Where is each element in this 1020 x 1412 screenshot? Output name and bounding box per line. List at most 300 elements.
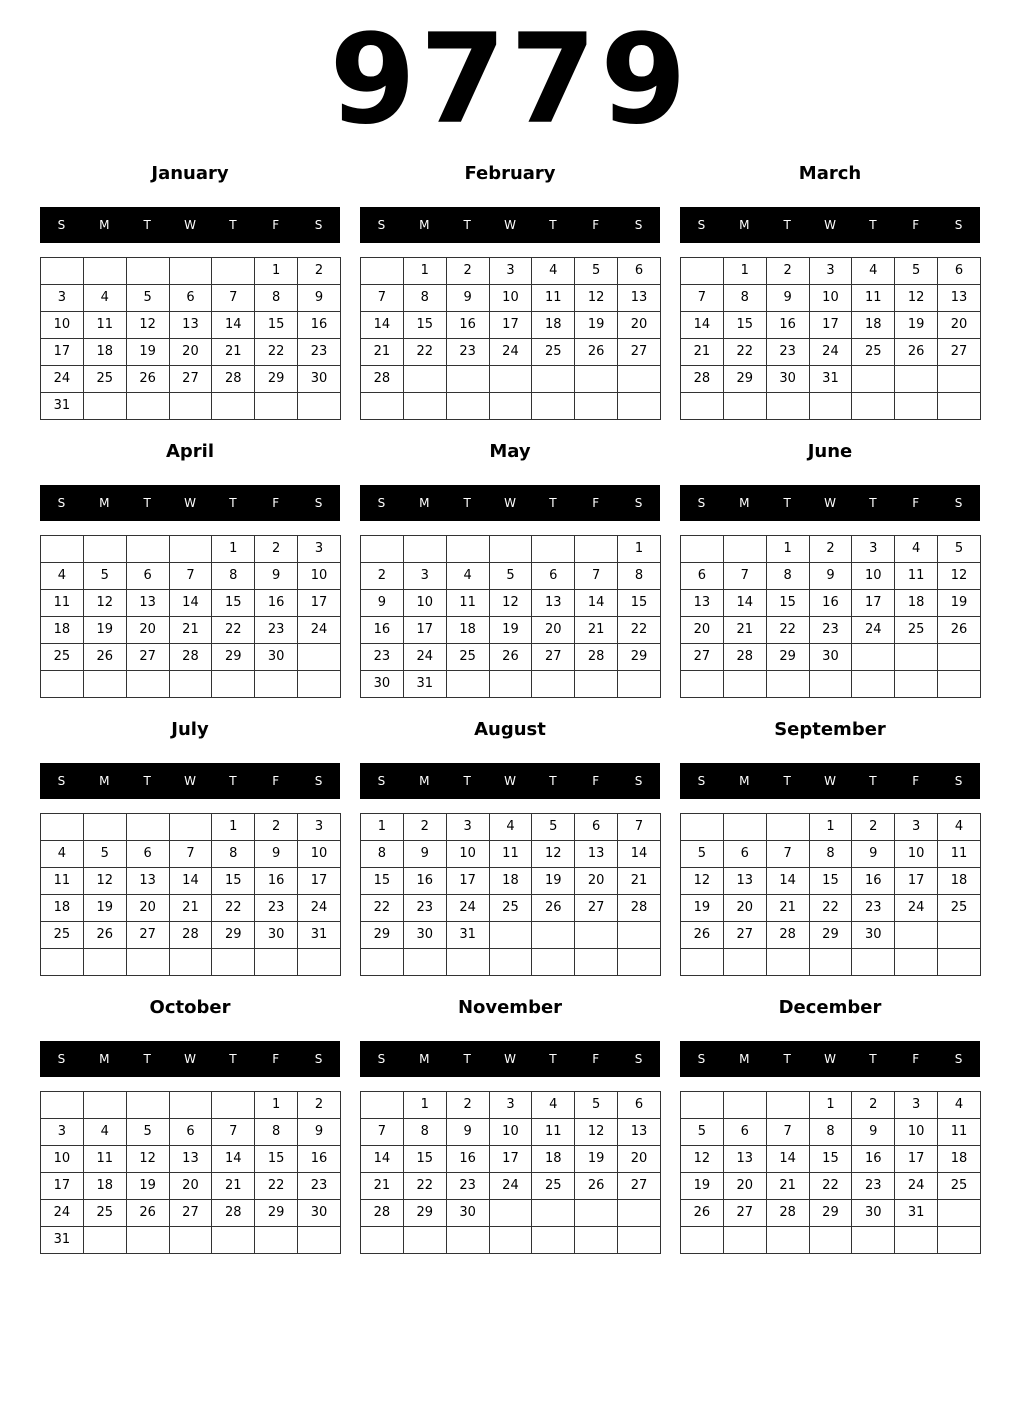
day-cell: 20 (618, 1146, 661, 1173)
day-cell: 4 (938, 1092, 981, 1119)
weekday-label: W (504, 218, 516, 232)
day-cell: 11 (489, 841, 532, 868)
year-title: 9779 (329, 8, 691, 152)
day-cell: 15 (361, 868, 404, 895)
day-cell: 27 (618, 339, 661, 366)
day-cell: 9 (809, 563, 852, 590)
weekday-label: F (592, 774, 600, 788)
day-cell: 12 (575, 285, 618, 312)
day-cell: 2 (361, 563, 404, 590)
weekday-label: S (954, 218, 963, 232)
weekday-label: T (869, 218, 877, 232)
weekday-label: F (592, 218, 600, 232)
day-cell: 30 (446, 1200, 489, 1227)
day-cell: 11 (446, 590, 489, 617)
day-cell: 7 (681, 285, 724, 312)
day-cell: 2 (852, 814, 895, 841)
day-cell (766, 1227, 809, 1254)
day-cell: 30 (766, 366, 809, 393)
week-row (681, 1227, 981, 1254)
day-cell: 15 (212, 590, 255, 617)
weekday-label: W (184, 1052, 196, 1066)
day-cell: 21 (723, 617, 766, 644)
month-september (680, 556, 980, 942)
weekday-label: F (912, 1052, 920, 1066)
day-cell (895, 1227, 938, 1254)
month-title: August (474, 719, 546, 740)
day-cell: 8 (403, 1119, 446, 1146)
week-row (681, 1173, 981, 1200)
day-cell: 26 (681, 922, 724, 949)
day-cell: 28 (681, 366, 724, 393)
day-cell: 22 (809, 1173, 852, 1200)
weekday-label: S (377, 218, 386, 232)
weekday-label: T (229, 774, 237, 788)
day-cell: 24 (298, 895, 341, 922)
week-row (681, 1200, 981, 1227)
weekday-label: T (463, 496, 471, 510)
month-title: January (151, 163, 229, 184)
day-cell (126, 1092, 169, 1119)
day-cell: 22 (212, 617, 255, 644)
day-cell: 27 (723, 1200, 766, 1227)
weekday-label: F (272, 1052, 280, 1066)
month-title: June (807, 441, 853, 462)
day-cell: 1 (809, 1092, 852, 1119)
day-cell: 19 (532, 868, 575, 895)
day-cell: 6 (723, 1119, 766, 1146)
weekday-label: F (272, 218, 280, 232)
day-cell: 3 (809, 258, 852, 285)
day-cell: 5 (126, 285, 169, 312)
day-cell: 30 (255, 922, 298, 949)
day-cell (489, 1227, 532, 1254)
day-cell: 8 (255, 1119, 298, 1146)
day-cell: 8 (361, 841, 404, 868)
day-cell: 29 (212, 644, 255, 671)
day-cell: 28 (766, 1200, 809, 1227)
day-cell: 4 (489, 814, 532, 841)
day-cell: 26 (681, 1200, 724, 1227)
day-cell: 9 (298, 285, 341, 312)
day-cell (618, 1200, 661, 1227)
day-cell: 21 (169, 895, 212, 922)
weekday-label: S (697, 1052, 706, 1066)
day-cell (681, 1092, 724, 1119)
day-cell: 25 (489, 895, 532, 922)
weekday-label: T (869, 1052, 877, 1066)
weekday-label: T (783, 218, 791, 232)
day-cell: 5 (83, 563, 126, 590)
day-cell: 8 (403, 285, 446, 312)
week-row (361, 1146, 661, 1173)
day-cell: 30 (852, 1200, 895, 1227)
day-cell: 18 (895, 590, 938, 617)
day-cell: 1 (212, 536, 255, 563)
day-cell: 13 (169, 312, 212, 339)
weekday-label: S (314, 496, 323, 510)
weekday-label: M (739, 774, 750, 788)
day-cell: 28 (361, 366, 404, 393)
day-cell (618, 1227, 661, 1254)
day-cell: 3 (489, 1092, 532, 1119)
weekday-label: T (783, 1052, 791, 1066)
weekday-label: T (549, 1052, 557, 1066)
month-title: November (457, 997, 563, 1018)
day-cell: 2 (403, 814, 446, 841)
day-cell: 23 (766, 339, 809, 366)
weekday-header-bar (360, 207, 660, 243)
weekday-label: S (57, 496, 66, 510)
day-cell: 5 (83, 841, 126, 868)
day-cell: 29 (809, 1200, 852, 1227)
day-cell: 10 (446, 841, 489, 868)
day-cell: 10 (403, 590, 446, 617)
day-cell: 20 (723, 1173, 766, 1200)
weekday-label: S (954, 496, 963, 510)
week-row (41, 1173, 341, 1200)
day-cell (126, 1227, 169, 1254)
day-cell: 21 (575, 617, 618, 644)
weekday-label: T (229, 1052, 237, 1066)
weekday-header-bar (680, 207, 980, 243)
weekday-label: F (912, 774, 920, 788)
day-cell: 6 (681, 563, 724, 590)
day-cell: 18 (938, 868, 981, 895)
week-row (41, 1092, 341, 1119)
day-cell: 25 (938, 1173, 981, 1200)
weekday-label: T (869, 774, 877, 788)
month-august (360, 556, 660, 942)
day-cell: 13 (681, 590, 724, 617)
day-cell: 18 (83, 339, 126, 366)
day-cell (446, 1227, 489, 1254)
day-cell: 10 (298, 841, 341, 868)
day-cell: 29 (618, 644, 661, 671)
day-cell: 10 (298, 563, 341, 590)
day-cell: 10 (489, 1119, 532, 1146)
weekday-label: M (419, 496, 430, 510)
day-cell: 31 (446, 922, 489, 949)
day-cell (532, 1200, 575, 1227)
day-cell: 7 (618, 814, 661, 841)
day-cell: 2 (255, 536, 298, 563)
day-cell: 30 (298, 1200, 341, 1227)
day-cell: 20 (938, 312, 981, 339)
day-cell: 22 (212, 895, 255, 922)
day-cell: 25 (446, 644, 489, 671)
day-cell: 26 (938, 617, 981, 644)
month-title: April (165, 441, 215, 462)
weekday-label: F (912, 218, 920, 232)
day-cell: 9 (361, 590, 404, 617)
day-cell: 12 (126, 1146, 169, 1173)
day-cell: 3 (41, 285, 84, 312)
month-title: May (489, 441, 531, 462)
day-cell: 19 (575, 1146, 618, 1173)
day-cell: 30 (298, 366, 341, 393)
day-cell: 21 (212, 1173, 255, 1200)
day-cell: 18 (532, 312, 575, 339)
day-cell: 28 (169, 922, 212, 949)
day-cell: 26 (489, 644, 532, 671)
day-cell: 11 (532, 1119, 575, 1146)
day-cell (681, 1227, 724, 1254)
day-grid (680, 1091, 981, 1254)
weekday-label: M (99, 218, 110, 232)
weekday-label: W (824, 1052, 836, 1066)
day-cell: 25 (852, 339, 895, 366)
day-cell: 2 (852, 1092, 895, 1119)
weekday-header-bar (40, 207, 340, 243)
day-cell: 11 (938, 841, 981, 868)
day-cell: 31 (809, 366, 852, 393)
day-cell: 6 (575, 814, 618, 841)
day-cell: 23 (852, 895, 895, 922)
day-cell: 8 (212, 841, 255, 868)
day-cell: 8 (212, 563, 255, 590)
day-cell: 1 (403, 258, 446, 285)
day-cell: 7 (766, 841, 809, 868)
day-cell: 21 (766, 1173, 809, 1200)
weekday-label: S (954, 774, 963, 788)
weekday-label: T (463, 774, 471, 788)
week-row (41, 1227, 341, 1254)
day-cell: 1 (361, 814, 404, 841)
day-cell (938, 1200, 981, 1227)
day-cell: 28 (212, 366, 255, 393)
month-title: October (149, 997, 231, 1018)
day-grid (360, 1091, 661, 1254)
weekday-label: S (634, 496, 643, 510)
day-cell: 7 (169, 841, 212, 868)
day-cell: 26 (575, 1173, 618, 1200)
day-cell: 15 (618, 590, 661, 617)
day-cell: 5 (938, 536, 981, 563)
month-march (680, 0, 980, 386)
day-cell: 15 (255, 312, 298, 339)
weekday-label: W (504, 496, 516, 510)
day-cell: 23 (255, 617, 298, 644)
day-cell: 7 (575, 563, 618, 590)
day-cell: 4 (938, 814, 981, 841)
day-cell: 29 (809, 922, 852, 949)
day-cell: 23 (446, 1173, 489, 1200)
day-cell: 17 (489, 312, 532, 339)
day-cell (41, 1092, 84, 1119)
day-cell: 19 (575, 312, 618, 339)
day-cell: 18 (41, 895, 84, 922)
day-cell: 5 (575, 1092, 618, 1119)
day-cell: 3 (298, 814, 341, 841)
day-cell: 1 (255, 1092, 298, 1119)
day-cell: 3 (895, 1092, 938, 1119)
weekday-label: S (697, 774, 706, 788)
day-cell: 25 (83, 366, 126, 393)
weekday-label: S (634, 1052, 643, 1066)
day-cell: 24 (41, 366, 84, 393)
day-cell: 26 (126, 1200, 169, 1227)
day-cell: 12 (532, 841, 575, 868)
weekday-header-bar (680, 485, 980, 521)
day-cell: 21 (361, 339, 404, 366)
weekday-header-bar (360, 485, 660, 521)
week-row (41, 1146, 341, 1173)
day-cell: 13 (126, 590, 169, 617)
weekday-label: M (419, 218, 430, 232)
day-cell: 14 (361, 1146, 404, 1173)
day-cell: 20 (532, 617, 575, 644)
day-cell: 22 (255, 1173, 298, 1200)
day-cell: 26 (532, 895, 575, 922)
day-cell: 4 (532, 258, 575, 285)
day-cell: 16 (255, 868, 298, 895)
day-cell: 13 (723, 1146, 766, 1173)
week-row (361, 1200, 661, 1227)
day-cell: 14 (681, 312, 724, 339)
day-cell: 3 (41, 1119, 84, 1146)
day-cell: 29 (255, 1200, 298, 1227)
weekday-label: S (377, 774, 386, 788)
day-cell: 5 (489, 563, 532, 590)
day-cell: 27 (126, 922, 169, 949)
day-cell: 18 (83, 1173, 126, 1200)
month-december (680, 834, 980, 1220)
day-cell: 10 (489, 285, 532, 312)
week-row (361, 1119, 661, 1146)
day-cell: 4 (446, 563, 489, 590)
day-cell: 18 (852, 312, 895, 339)
weekday-label: T (229, 218, 237, 232)
day-cell: 11 (895, 563, 938, 590)
day-cell: 31 (298, 922, 341, 949)
weekday-header-bar (680, 763, 980, 799)
month-title: September (774, 719, 886, 740)
day-cell: 16 (766, 312, 809, 339)
day-cell: 14 (618, 841, 661, 868)
day-cell: 7 (361, 1119, 404, 1146)
day-cell: 3 (895, 814, 938, 841)
day-cell: 27 (618, 1173, 661, 1200)
weekday-label: S (314, 774, 323, 788)
day-cell: 12 (83, 868, 126, 895)
day-cell: 6 (532, 563, 575, 590)
weekday-label: W (824, 774, 836, 788)
day-cell: 9 (852, 1119, 895, 1146)
day-cell: 29 (403, 1200, 446, 1227)
day-cell (532, 1227, 575, 1254)
day-cell: 17 (895, 868, 938, 895)
day-cell: 22 (403, 339, 446, 366)
day-cell: 17 (446, 868, 489, 895)
day-cell (489, 1200, 532, 1227)
weekday-label: T (549, 218, 557, 232)
weekday-label: S (314, 1052, 323, 1066)
day-cell: 24 (41, 1200, 84, 1227)
day-cell: 23 (298, 339, 341, 366)
day-cell: 4 (83, 1119, 126, 1146)
day-cell: 24 (489, 1173, 532, 1200)
day-cell: 6 (618, 258, 661, 285)
day-cell: 9 (852, 841, 895, 868)
day-cell: 12 (83, 590, 126, 617)
day-cell: 13 (938, 285, 981, 312)
day-cell: 22 (809, 895, 852, 922)
day-cell: 11 (938, 1119, 981, 1146)
day-cell: 17 (852, 590, 895, 617)
week-row (361, 1227, 661, 1254)
weekday-label: M (99, 774, 110, 788)
day-cell: 6 (126, 841, 169, 868)
day-cell: 19 (126, 1173, 169, 1200)
day-cell: 24 (298, 617, 341, 644)
day-cell: 27 (575, 895, 618, 922)
day-cell: 11 (41, 868, 84, 895)
day-cell: 17 (41, 339, 84, 366)
day-cell: 19 (895, 312, 938, 339)
day-cell: 26 (895, 339, 938, 366)
day-cell: 7 (212, 285, 255, 312)
day-cell: 23 (403, 895, 446, 922)
day-cell: 30 (852, 922, 895, 949)
day-cell: 20 (169, 1173, 212, 1200)
day-cell: 17 (403, 617, 446, 644)
day-cell: 30 (809, 644, 852, 671)
day-cell: 28 (723, 644, 766, 671)
day-cell (169, 1227, 212, 1254)
day-cell: 3 (446, 814, 489, 841)
day-cell: 21 (212, 339, 255, 366)
weekday-label: T (783, 496, 791, 510)
day-cell: 28 (212, 1200, 255, 1227)
day-cell: 22 (403, 1173, 446, 1200)
week-row (681, 1119, 981, 1146)
weekday-header-bar (360, 763, 660, 799)
day-cell: 12 (575, 1119, 618, 1146)
day-cell: 10 (41, 312, 84, 339)
day-cell: 2 (809, 536, 852, 563)
week-row (41, 1119, 341, 1146)
month-may (360, 278, 660, 691)
day-cell: 21 (618, 868, 661, 895)
day-cell: 26 (83, 922, 126, 949)
month-february (360, 0, 660, 386)
month-title: July (171, 719, 209, 740)
day-cell: 6 (618, 1092, 661, 1119)
day-cell: 17 (41, 1173, 84, 1200)
day-cell: 2 (255, 814, 298, 841)
day-cell: 10 (895, 1119, 938, 1146)
day-cell: 23 (446, 339, 489, 366)
day-cell: 21 (681, 339, 724, 366)
day-cell: 11 (83, 1146, 126, 1173)
weekday-label: F (272, 774, 280, 788)
day-cell: 21 (361, 1173, 404, 1200)
day-cell: 29 (723, 366, 766, 393)
day-cell: 17 (298, 590, 341, 617)
day-cell: 14 (766, 1146, 809, 1173)
day-cell: 7 (723, 563, 766, 590)
day-cell (255, 1227, 298, 1254)
weekday-label: S (954, 1052, 963, 1066)
day-cell: 24 (852, 617, 895, 644)
day-cell: 28 (361, 1200, 404, 1227)
day-cell: 17 (895, 1146, 938, 1173)
day-cell (575, 1227, 618, 1254)
day-cell (83, 1227, 126, 1254)
day-cell: 17 (489, 1146, 532, 1173)
day-cell: 16 (852, 1146, 895, 1173)
